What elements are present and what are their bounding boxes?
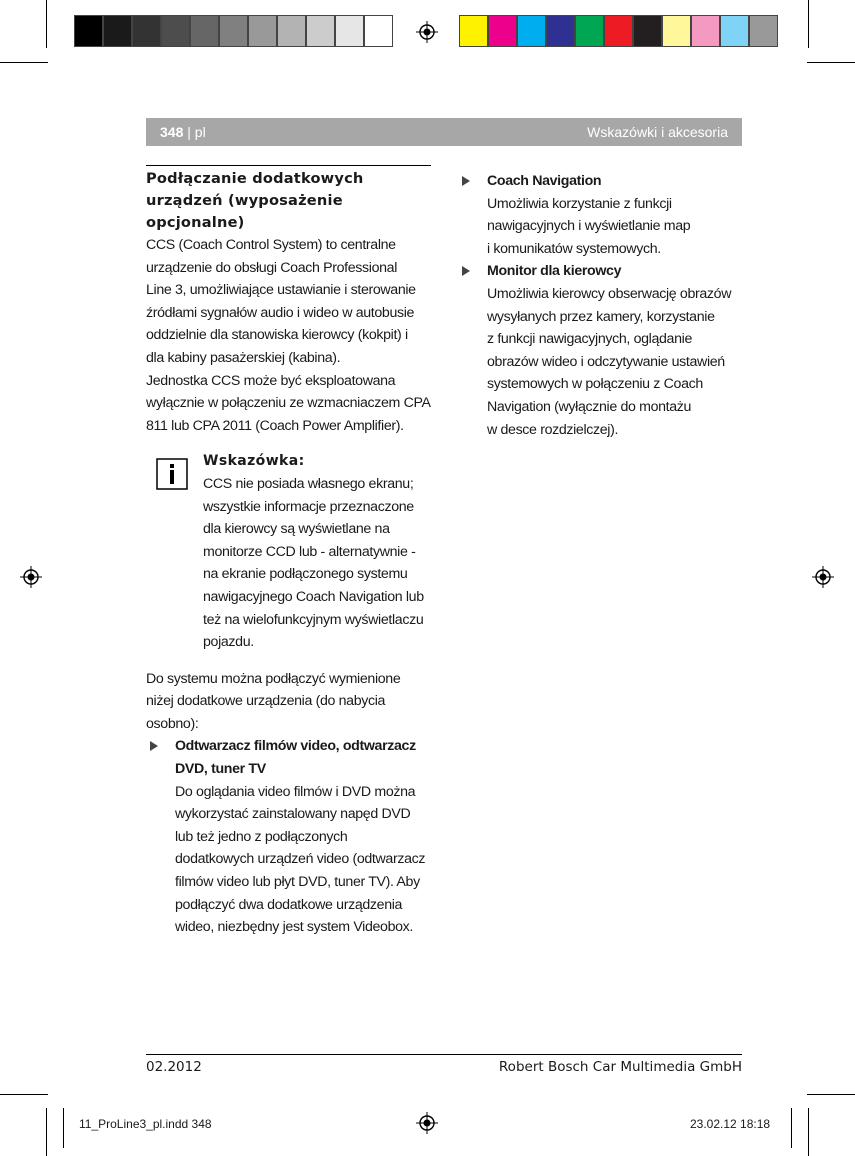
footer-date: 02.2012 (146, 1059, 202, 1075)
text-line: oddzielnie dla stanowiska kierowcy (kokpit) i (146, 327, 408, 344)
text-line: urządzenie do obsługi Coach Professional (146, 259, 397, 276)
footer-rule (146, 1054, 742, 1055)
registration-mark-icon (416, 1112, 438, 1134)
bullet-triangle-icon (462, 266, 470, 276)
text-line: obrazów wideo i odczytywanie ustawień (487, 353, 725, 370)
footer-company: Robert Bosch Car Multimedia GmbH (498, 1059, 742, 1075)
text-line: osobno): (146, 715, 199, 732)
text-line: filmów video lub płyt DVD, tuner TV). Aby (175, 874, 420, 891)
text-line: Jednostka CCS może być eksploatowana (146, 372, 396, 389)
color-swatch (132, 15, 161, 47)
color-swatch (720, 15, 749, 47)
color-swatch (691, 15, 720, 47)
bullet-text (487, 283, 742, 441)
text-line: dodatkowych urządzeń video (odtwarzacz (175, 851, 426, 868)
note-box (146, 450, 431, 653)
crop-mark (0, 1094, 48, 1095)
text-line: Odtwarzacz filmów video, odtwarzacz (175, 738, 416, 755)
text-line: podłączyć dwa dodatkowe urządzenia (175, 896, 403, 913)
text-line: wysyłanych przez kamery, korzystanie (487, 308, 715, 325)
text-line: dla kabiny pasażerskiej (kabina). (146, 349, 341, 366)
color-swatch (161, 15, 190, 47)
text-line: nawigacyjnych i wyświetlanie map (487, 218, 691, 235)
text-line: też na wielofunkcyjnym wyświetlaczu (203, 611, 424, 628)
language-code: | pl (187, 124, 206, 140)
color-swatch (633, 15, 662, 47)
note-text (203, 473, 431, 654)
text-line: Do systemu można podłączyć wymienione (146, 670, 401, 687)
text-line: wszystkie informacje przeznaczone (203, 498, 414, 515)
text-line: na ekranie podłączonego systemu (203, 566, 408, 583)
color-swatch (364, 15, 393, 47)
process-color-bar (459, 15, 778, 49)
page-number: 348 (160, 124, 184, 140)
text-line: Umożliwia kierowcy obserwację obrazów (487, 285, 732, 302)
color-swatch (662, 15, 691, 47)
color-swatch (306, 15, 335, 47)
text-line: niżej dodatkowe urządzenia (do nabycia (146, 693, 386, 710)
bullet-item-navigation (458, 170, 742, 260)
slug-timestamp: 23.02.12 18:18 (690, 1117, 771, 1131)
crop-mark (807, 62, 855, 63)
section-heading: Podłączanie dodatkowych urządzeń (wyposażenie opcjonalne) (146, 170, 364, 231)
crop-mark (808, 1108, 809, 1156)
intro-paragraph (146, 234, 431, 437)
registration-mark-icon (416, 21, 438, 43)
color-swatch (190, 15, 219, 47)
text-line: Line 3, umożliwiające ustawianie i sterowanie (146, 282, 416, 299)
color-swatch (103, 15, 132, 47)
info-icon (156, 458, 188, 490)
color-swatch (546, 15, 575, 47)
crop-mark (807, 1094, 855, 1095)
color-swatch (335, 15, 364, 47)
text-line: 811 lub CPA 2011 (Coach Power Amplifier). (146, 417, 404, 434)
connect-paragraph (146, 668, 431, 736)
color-swatch (277, 15, 306, 47)
text-line: Do oglądania video filmów i DVD można (175, 783, 416, 800)
note-title: Wskazówka: (203, 453, 305, 470)
crop-mark (46, 0, 47, 48)
bullet-title (175, 735, 431, 780)
text-line: pojazdu. (203, 634, 254, 651)
color-swatch (74, 15, 103, 47)
color-swatch (604, 15, 633, 47)
text-line: wykorzystać zainstalowany napęd DVD (175, 806, 411, 823)
color-swatch (248, 15, 277, 47)
text-line: CCS nie posiada własnego ekranu; (203, 475, 414, 492)
slug-frame-line (63, 1108, 64, 1148)
text-line: i komunikatów systemowych. (487, 240, 661, 257)
crop-mark (808, 0, 809, 48)
left-column (146, 165, 431, 939)
bullet-title: Coach Navigation (487, 173, 602, 189)
text-line: DVD, tuner TV (175, 761, 266, 778)
registration-mark-icon (20, 566, 42, 588)
bullet-item-driver-monitor (458, 260, 742, 441)
bullet-title: Monitor dla kierowcy (487, 263, 622, 280)
text-line: w desce rozdzielczej). (487, 421, 619, 438)
page-header-bar (146, 118, 742, 146)
crop-mark (46, 1108, 47, 1156)
grayscale-color-bar (74, 15, 393, 49)
bullet-text (487, 193, 742, 261)
text-line: wideo, niezbędny jest system Videobox. (175, 919, 414, 936)
text-line: Umożliwia korzystanie z funkcji (487, 195, 672, 212)
heading-rule (146, 165, 431, 166)
bullet-triangle-icon (150, 741, 158, 751)
text-line: Navigation (wyłącznie do montażu (487, 398, 692, 415)
right-column (458, 170, 742, 441)
bullet-text (175, 781, 431, 939)
color-swatch (219, 15, 248, 47)
color-swatch (459, 15, 488, 47)
text-line: systemowych w połączeniu z Coach (487, 376, 703, 393)
text-line: źródłami sygnałów audio i wideo w autobusie (146, 304, 415, 321)
text-line: dla kierowcy są wyświetlane na (203, 521, 390, 538)
text-line: CCS (Coach Control System) to centralne (146, 237, 396, 253)
text-line: wyłącznie w połączeniu ze wzmacniaczem CPA (146, 395, 431, 412)
registration-mark-icon (812, 566, 834, 588)
text-line: nawigacyjnego Coach Navigation lub (203, 588, 424, 605)
color-swatch (517, 15, 546, 47)
slug-filename: 11_ProLine3_pl.indd 348 (79, 1117, 212, 1131)
color-swatch (488, 15, 517, 47)
bullet-item-video (146, 735, 431, 938)
section-title: Wskazówki i akcesoria (587, 124, 728, 140)
text-line: lub też jedno z podłączonych (175, 828, 348, 845)
slug-frame-line (791, 1108, 792, 1148)
bullet-triangle-icon (462, 176, 470, 186)
color-swatch (749, 15, 778, 47)
crop-mark (0, 62, 48, 63)
color-swatch (575, 15, 604, 47)
text-line: z funkcji nawigacyjnych, oglądanie (487, 331, 692, 348)
text-line: monitorze CCD lub - alternatywnie - (203, 543, 416, 560)
